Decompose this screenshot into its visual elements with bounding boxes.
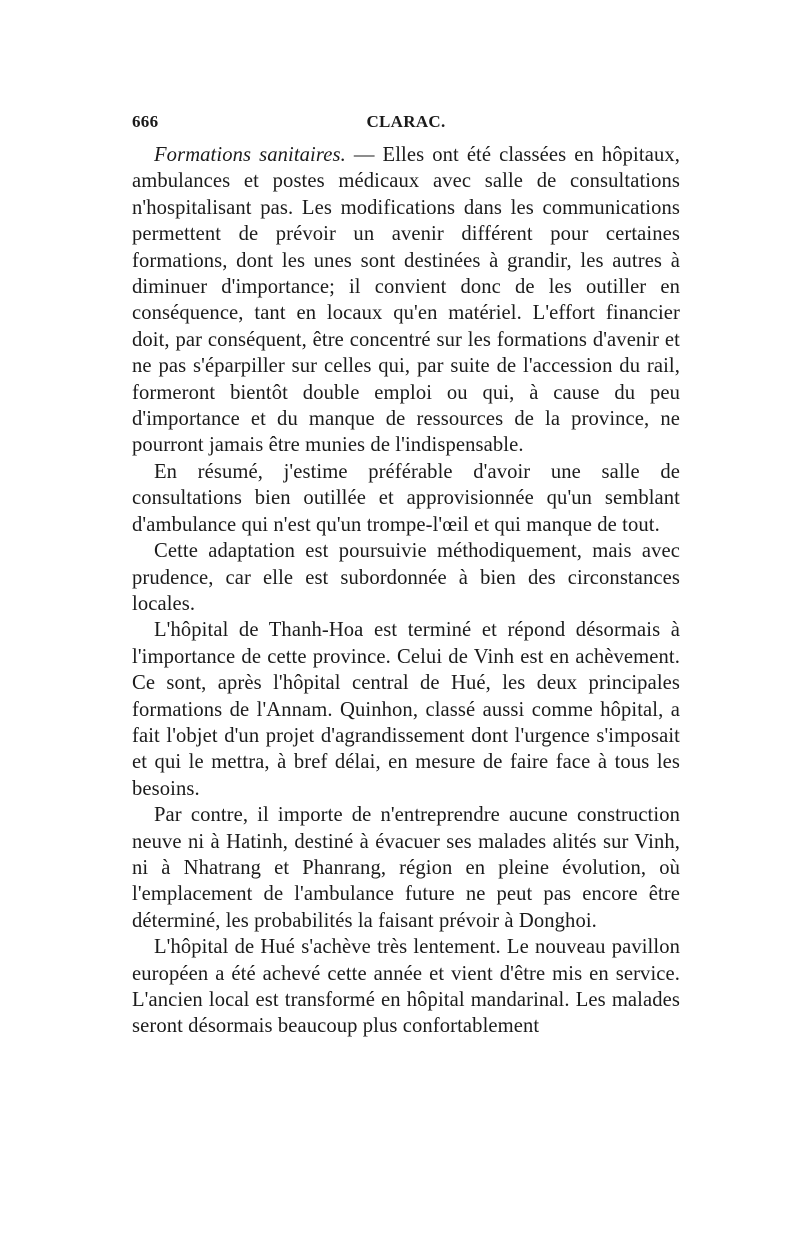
running-title: CLARAC.	[366, 112, 446, 131]
running-header	[132, 112, 680, 142]
paragraph-text: — Elles ont été classées en hôpitaux, ambulances et postes médicaux avec salle de consultations n'hospitalisant pas. Les modifications dans les communications permettent de prévoir un avenir différent pour certaines formations, dont les unes sont destinées à grandir, les autres à diminuer d'importance; il convient donc de les outiller en conséquence, tant en locaux qu'en matériel. L'effort financier doit, par conséquent, être concentré sur les formations d'avenir et ne pas s'éparpiller sur celles qui, par suite de l'accession du rail, formeront bientôt double emploi ou qui, à cause du peu d'importance et du manque de ressources de la province, ne pourront jamais être munies de l'indispensable.	[132, 144, 680, 457]
body-text	[132, 142, 680, 1040]
paragraph-en-resume: En résumé, j'estime préférable d'avoir une salle de consultations bien outillée et approvisionnée qu'un semblant d'ambulance qui n'est qu'un trompe-l'œil et qui manque de tout.	[132, 460, 680, 536]
page-number: 666	[132, 112, 159, 131]
paragraph-adaptation: Cette adaptation est poursuivie méthodiquement, mais avec prudence, car elle est subordonnée à bien des circonstances locales.	[132, 540, 680, 615]
paragraph-thanh-hoa: L'hôpital de Thanh-Hoa est terminé et répond désormais à l'importance de cette province. Celui de Vinh est en achèvement. Ce sont, après l'hôpital central de Hué, les deux principales formations de l'Annam. Quinhon, classé aussi comme hôpital, a fait l'objet d'un projet d'agrandissement dont l'urgence s'imposait et qui le mettra, à bref délai, en mesure de faire face à tous les besoins.	[132, 619, 680, 800]
paragraph-par-contre: Par contre, il importe de n'entreprendre aucune construction neuve ni à Hatinh, destiné à évacuer ses malades alités sur Vinh, ni à Nhatrang et Phanrang, région en pleine évolution, où l'emplacement de l'ambulance future ne peut pas encore être déterminé, les probabilités la faisant prévoir à Donghoi.	[132, 804, 680, 932]
paragraph-hopital-hue: L'hôpital de Hué s'achève très lentement. Le nouveau pavillon européen a été achevé cette année et vient d'être mis en service. L'ancien local est transformé en hôpital mandarinal. Les malades seront désormais beaucoup plus confortablement	[132, 936, 680, 1038]
paragraph-lead: Formations sanitaires.	[154, 144, 346, 166]
book-page	[132, 112, 680, 1040]
paragraph-formations-sanitaires	[132, 142, 680, 459]
